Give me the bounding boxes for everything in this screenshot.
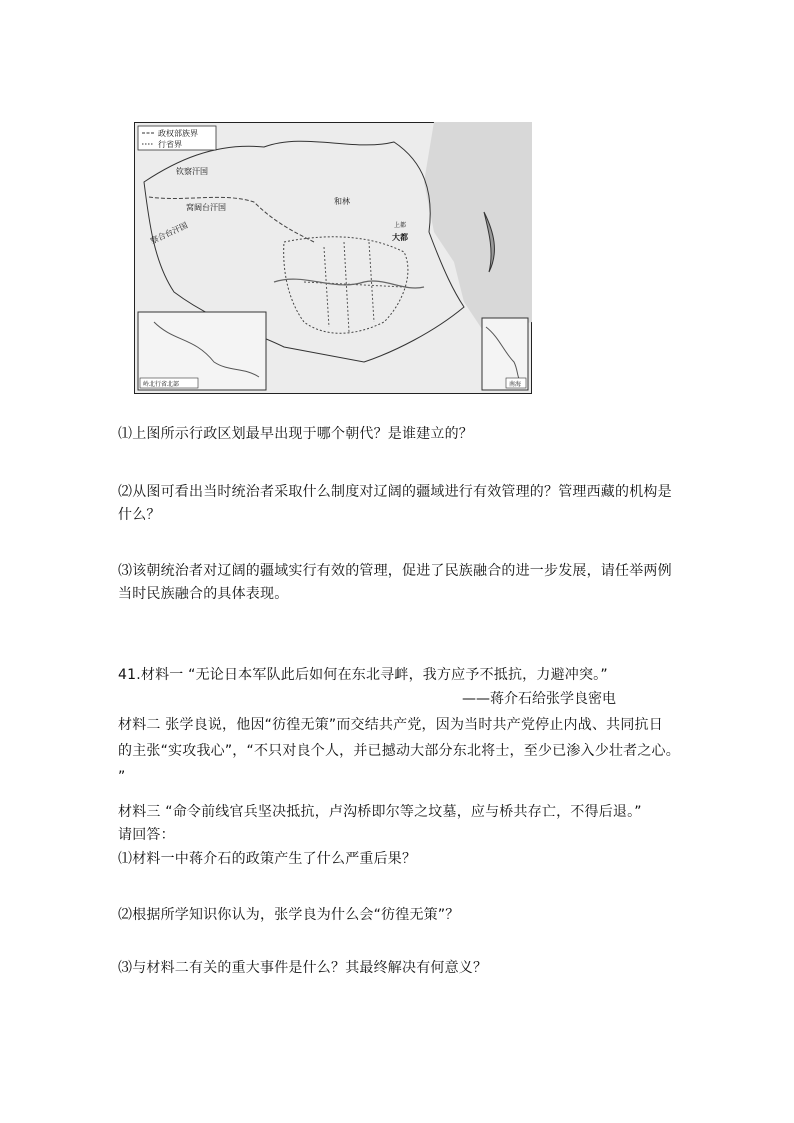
material-2-line3: ” [118,769,126,785]
question-2-line1: ⑵从图可看出当时统治者采取什么制度对辽阔的疆域进行有效管理的？管理西藏的机构是 [118,484,672,500]
question-3-line1: ⑶该朝统治者对辽阔的疆域实行有效的管理，促进了民族融合的进一步发展，请任举两例 [118,563,672,579]
question-2-line2: 什么？ [118,507,161,523]
map-label-dadu: 大都 [392,233,408,242]
question-1: ⑴上图所示行政区划最早出现于哪个朝代？是谁建立的？ [118,426,473,442]
material-3: 材料三 “命令前线官兵坚决抵抗，卢沟桥即尔等之坟墓，应与桥共存亡，不得后退。” [118,804,642,820]
question-41-3: ⑶与材料二有关的重大事件是什么？其最终解决有何意义？ [118,960,488,976]
map-label-helin: 和林 [334,197,350,206]
inset-right-label: 南海 [509,381,522,388]
map-label-wokuotai: 窝阔台汗国 [186,203,226,212]
legend-province-border: 行省界 [158,140,182,149]
map-label-qincha: 钦察汗国 [176,167,208,176]
map-label-shangdu: 上都 [394,222,407,229]
prompt: 请回答： [118,827,175,843]
legend-regime-border: 政权部族界 [158,129,198,138]
question-3-line2: 当时民族融合的具体表现。 [118,586,289,602]
material-2-line1: 材料二 张学良说，他因“彷徨无策”而交结共产党，因为当时共产党停止内战、共同抗日 [118,717,663,733]
material-1-source: ——蒋介石给张学良密电 [462,691,616,707]
material-1: 41.材料一 “无论日本军队此后如何在东北寻衅，我方应予不抵抗，力避冲突。” [118,667,608,683]
map-label-chahetai: 察合台汗国 [149,220,190,246]
historical-map-figure [134,122,532,394]
question-41-2: ⑵根据所学知识你认为，张学良为什么会“彷徨无策”？ [118,907,460,923]
inset-left-label: 岭北行省北部 [143,381,180,388]
question-41-1: ⑴材料一中蒋介石的政策产生了什么严重后果？ [118,851,417,867]
material-2-line2: 的主张“实攻我心”，“不只对良个人，并已撼动大部分东北将士，至少已渗入少壮者之心。 [118,743,680,759]
